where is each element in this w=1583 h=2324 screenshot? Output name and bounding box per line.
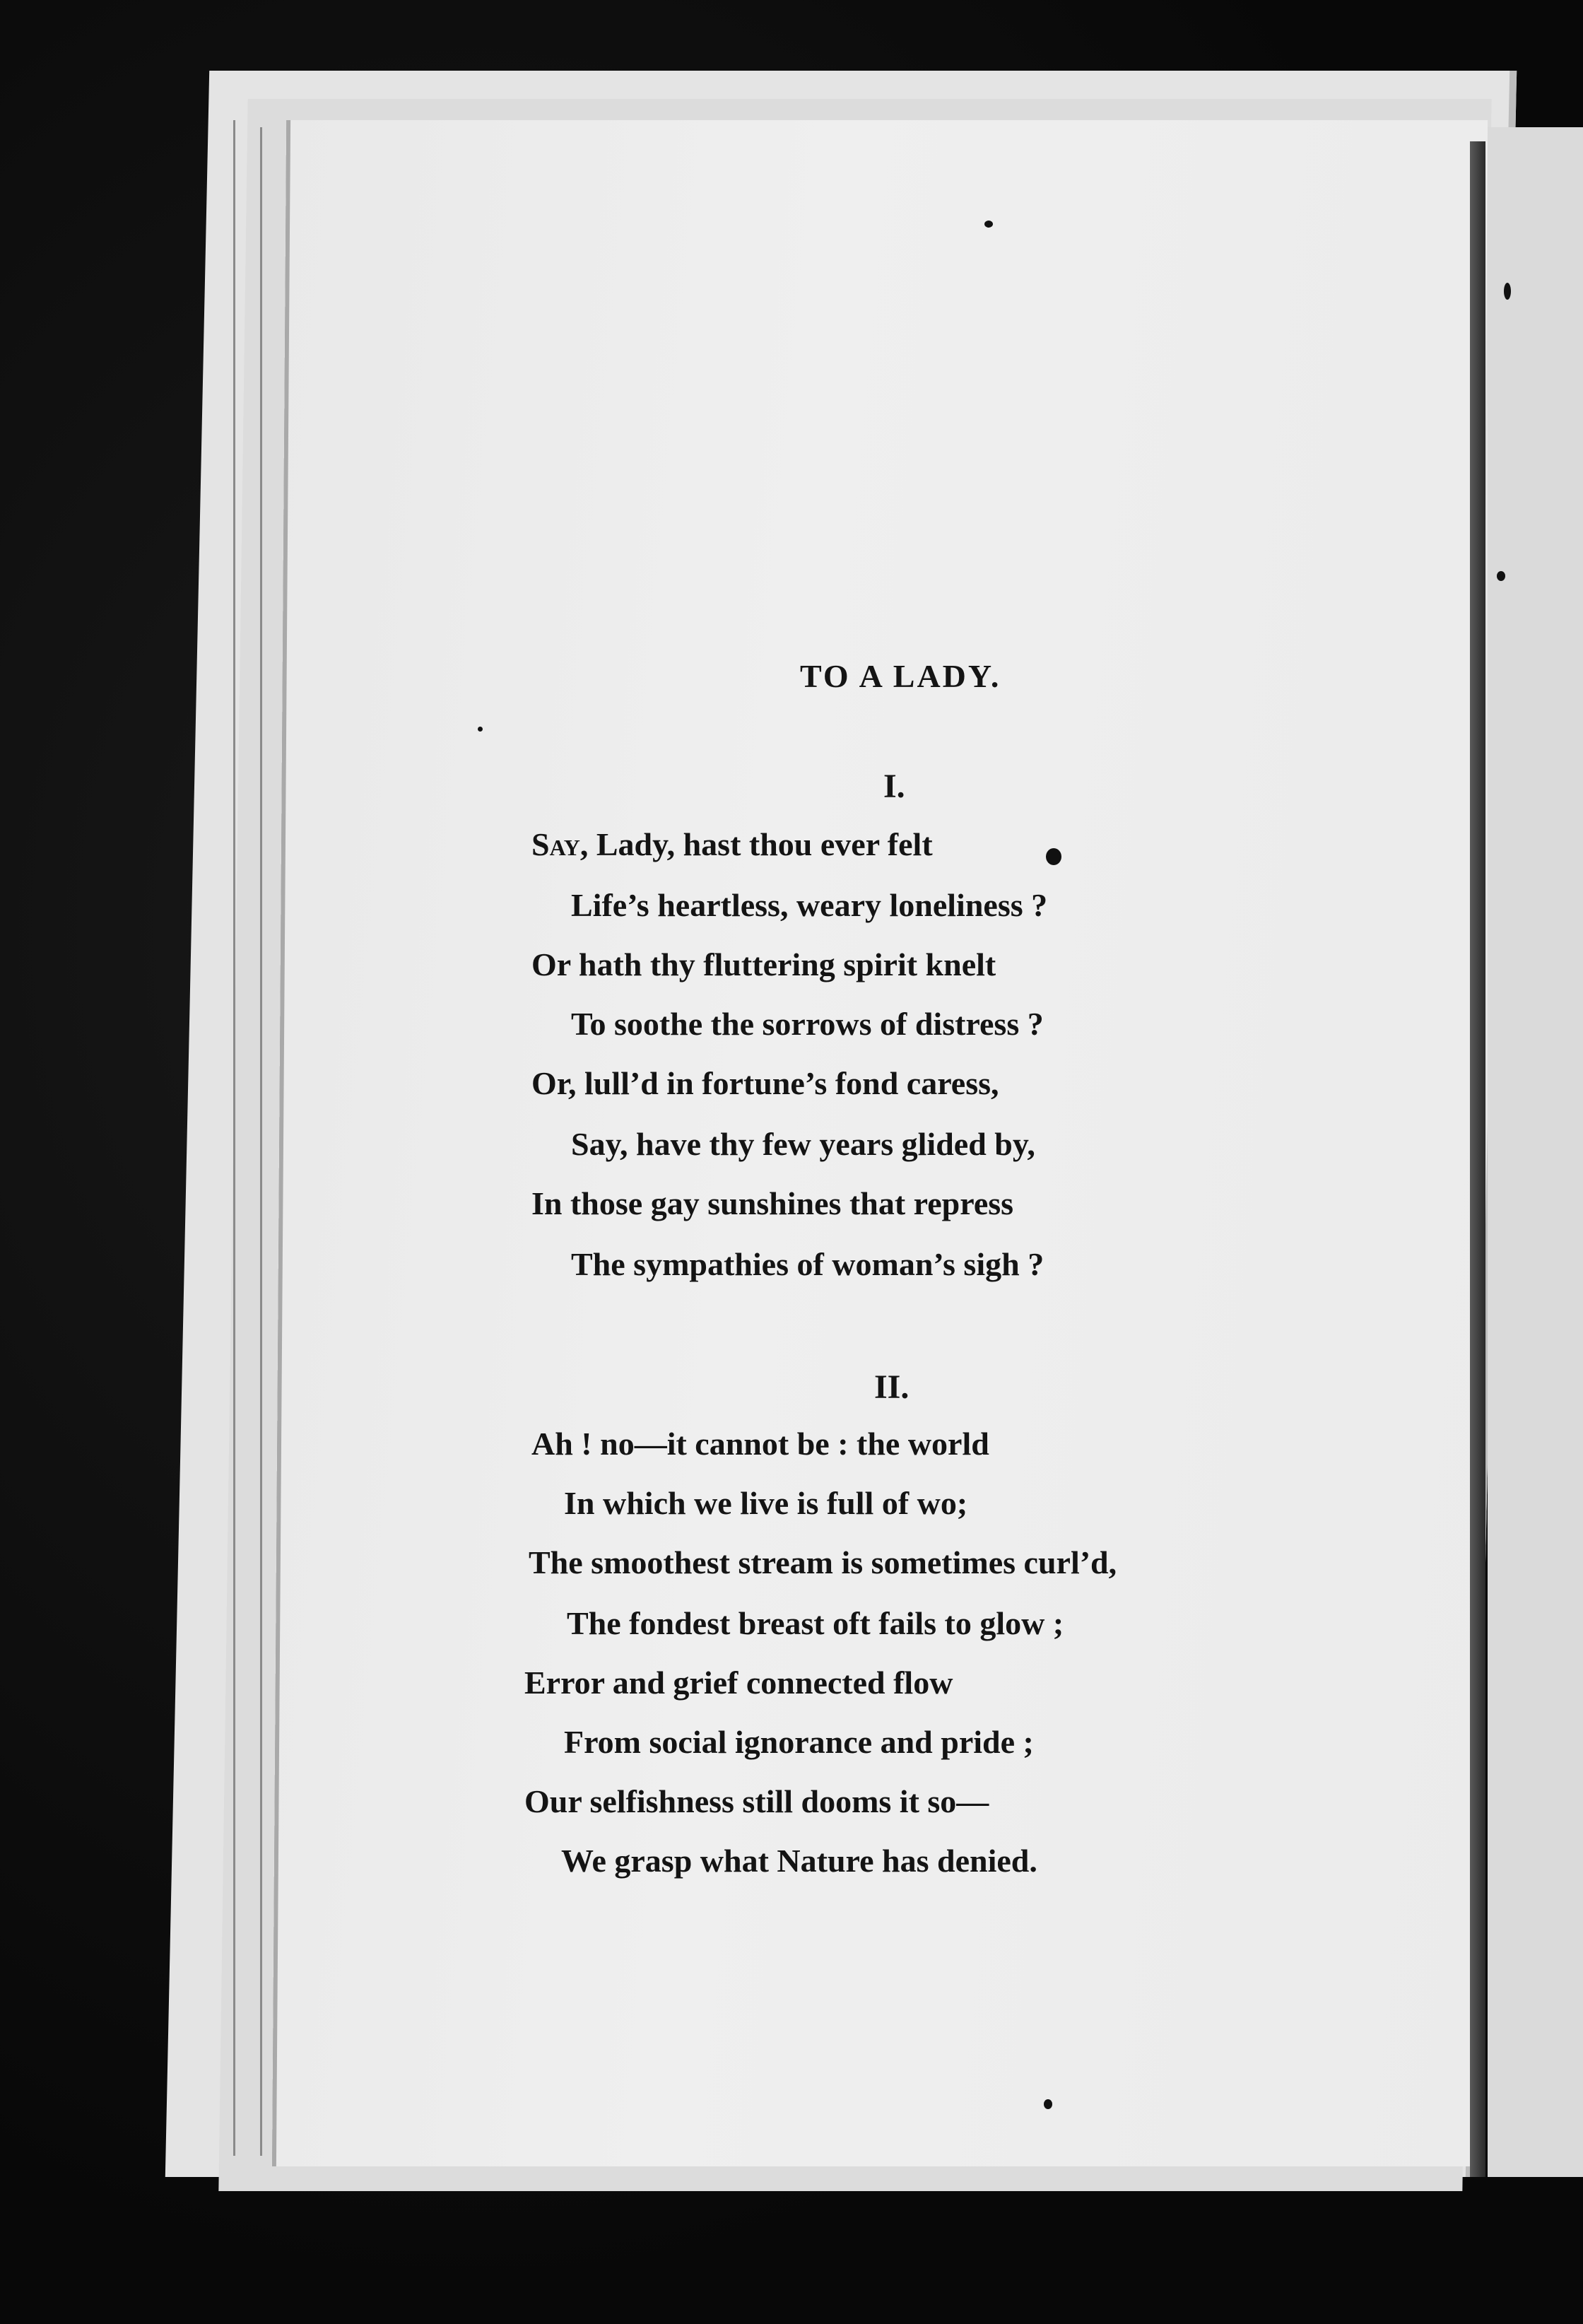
poem-line-first — [531, 828, 933, 861]
poem-line: The fondest breast oft fails to glow ; — [567, 1605, 1064, 1641]
poem-line: The smoothest stream is sometimes curl’d, — [529, 1544, 1117, 1580]
poem-line: In those gay sunshines that repress — [531, 1185, 1014, 1221]
poem-line: Or hath thy fluttering spirit knelt — [531, 946, 996, 982]
poem-line: To soothe the sorrows of distress ? — [571, 1006, 1044, 1042]
poem-line: The sympathies of woman’s sigh ? — [571, 1246, 1044, 1282]
line-rest: , Lady, hast thou ever felt — [579, 826, 933, 862]
poem-line: Or, lull’d in fortune’s fond caress, — [531, 1065, 999, 1101]
poem-line: From social ignorance and pride ; — [564, 1724, 1034, 1760]
stanza-number: II. — [874, 1368, 910, 1406]
poem-line: In which we live is full of wo; — [564, 1485, 968, 1521]
poem-line: Life’s heartless, weary loneliness ? — [571, 887, 1048, 923]
poem-line: Error and grief connected flow — [524, 1665, 953, 1701]
poem-line: We grasp what Nature has denied. — [561, 1843, 1037, 1879]
poem-line: Our selfishness still dooms it so— — [524, 1783, 989, 1819]
poem-line: Ah ! no—it cannot be : the world — [531, 1426, 989, 1462]
drop-word: Say — [531, 826, 580, 862]
stanza-number: I. — [883, 768, 905, 805]
poem-title: TO A LADY. — [800, 658, 1001, 694]
poem-line: Say, have thy few years glided by, — [571, 1126, 1035, 1162]
